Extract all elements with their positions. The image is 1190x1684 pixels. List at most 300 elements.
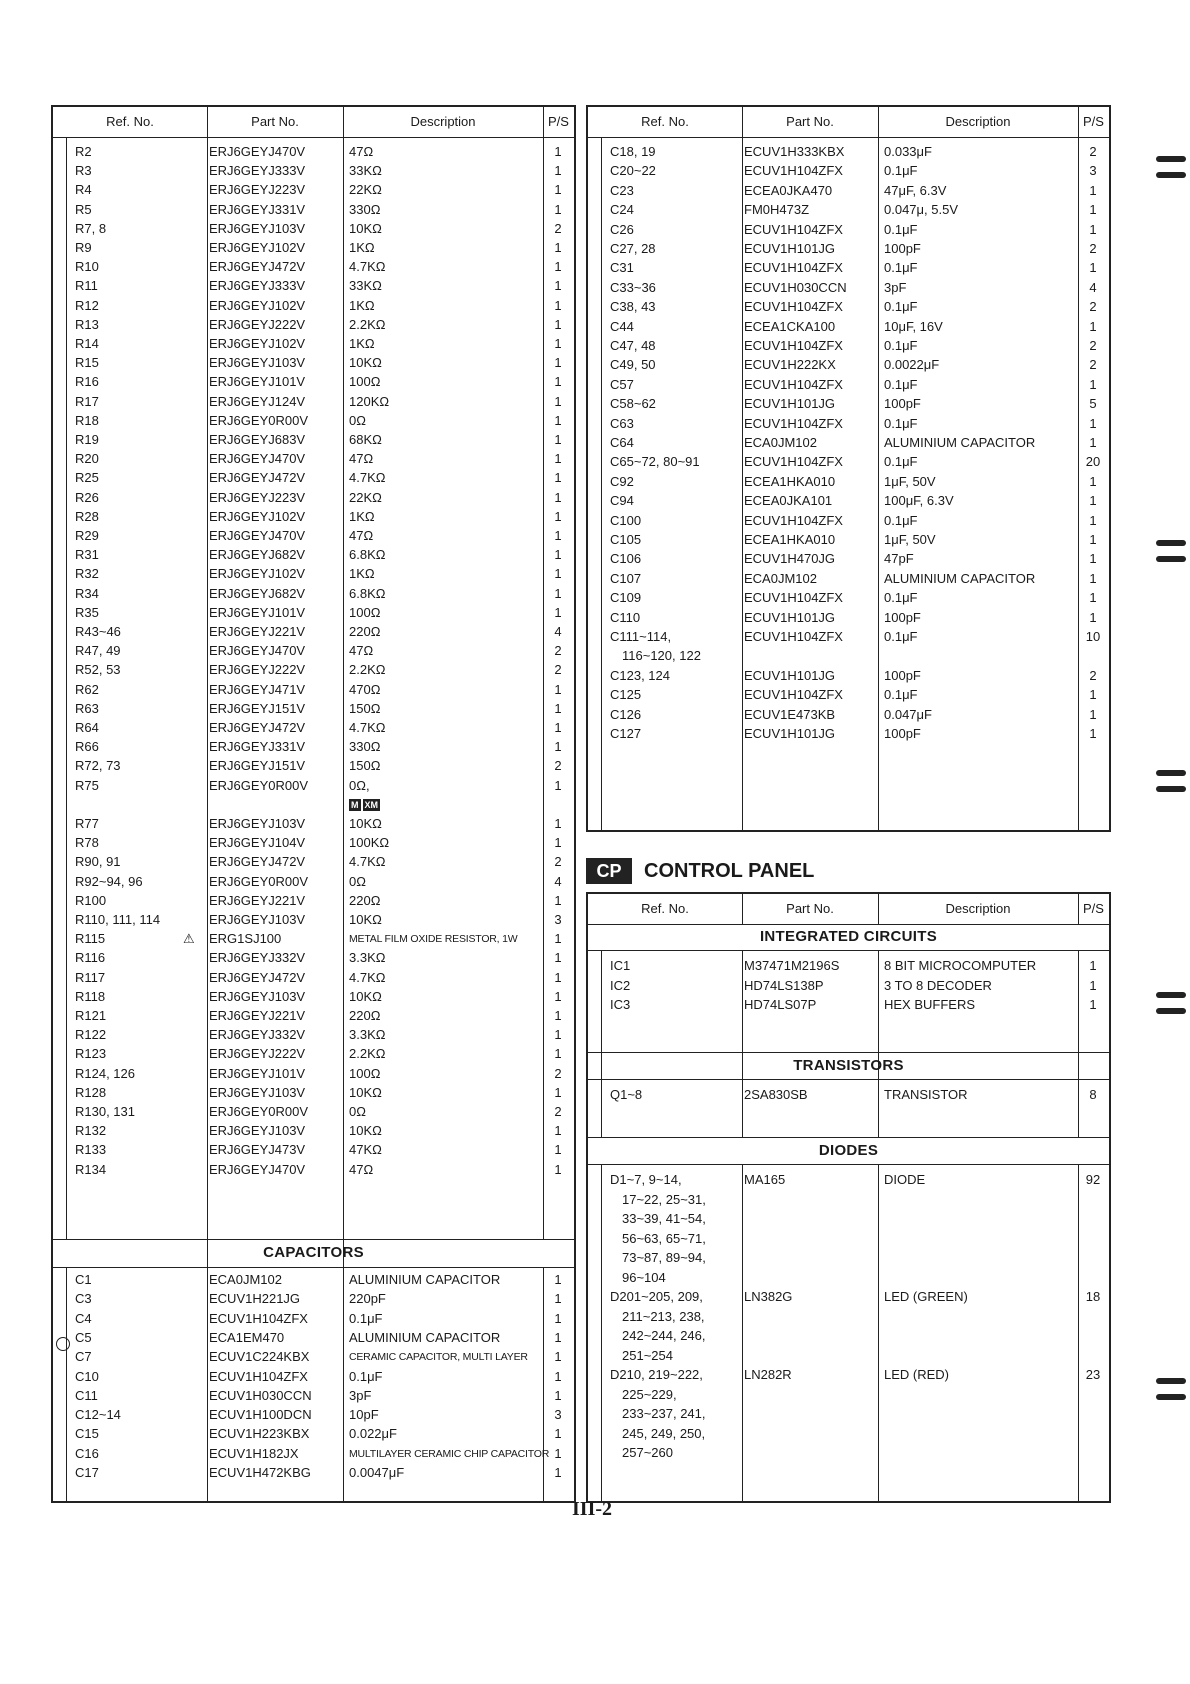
ps-cell: 1 [1089, 512, 1097, 528]
ref-cell: D210, 219~222, [610, 1367, 703, 1382]
right-parts-table [586, 105, 1111, 832]
part-cell: ECUV1H222KX [744, 357, 836, 373]
table-row [53, 1444, 574, 1464]
part-cell: ECA1EM470 [209, 1329, 285, 1345]
table-row [53, 641, 574, 661]
table-row [588, 142, 1109, 162]
part-cell: ERJ6GEYJ103V [209, 220, 306, 236]
table-row [53, 315, 574, 335]
table-row [53, 507, 574, 527]
table-row [53, 468, 574, 488]
table-row [53, 1405, 574, 1425]
ref-cell: C58~62 [610, 396, 656, 412]
part-cell: ECUV1H101JG [744, 726, 836, 741]
table-row [588, 394, 1109, 414]
ps-cell: 1 [554, 739, 562, 755]
desc-cell: 0.1μF [884, 221, 918, 237]
desc-cell: 0.022μF [349, 1426, 397, 1442]
part-cell: ERJ6GEYJ102V [209, 297, 306, 313]
registration-tab [1156, 764, 1186, 806]
part-cell: LN282R [744, 1367, 792, 1382]
table-row [588, 1209, 1109, 1229]
diode-section-title: DIODES [818, 1142, 879, 1159]
ref-cell: R16 [75, 374, 99, 390]
table-row [588, 995, 1109, 1015]
ref-cell: 56~63, 65~71, [622, 1230, 706, 1246]
ps-cell: 2 [1089, 667, 1097, 683]
desc-cell: 33KΩ [349, 278, 382, 294]
ref-cell: 242~244, 246, [622, 1328, 706, 1343]
ref-cell: R13 [75, 316, 99, 332]
part-cell: ECUV1H100DCN [209, 1407, 312, 1423]
ref-cell: C38, 43 [610, 299, 656, 315]
registration-tab [1156, 986, 1186, 1028]
table-row [588, 375, 1109, 395]
part-cell: ECEA0JKA101 [744, 493, 833, 509]
desc-cell: LED (GREEN) [884, 1289, 968, 1304]
part-cell: ERJ6GEYJ101V [209, 1065, 306, 1081]
desc-cell: 33KΩ [349, 163, 382, 179]
ps-cell: 1 [1089, 958, 1097, 973]
desc-cell: 0.033μF [884, 144, 932, 159]
desc-cell: 1KΩ [349, 336, 375, 351]
table-row [53, 852, 574, 872]
table-row [53, 238, 574, 258]
part-cell: ERJ6GEYJ103V [209, 816, 306, 831]
table-row [588, 220, 1109, 240]
part-cell: M37471M2196S [744, 958, 840, 973]
desc-cell: 4.7KΩ [349, 969, 386, 985]
table-row [588, 1385, 1109, 1405]
part-cell: ERJ6GEYJ223V [209, 489, 306, 505]
part-cell: ERJ6GEYJ470V [209, 1161, 306, 1177]
ps-cell: 2 [1089, 357, 1097, 373]
part-cell: ERJ6GEYJ101V [209, 604, 306, 620]
desc-cell: 1KΩ [349, 297, 375, 313]
table-row [588, 1268, 1109, 1288]
table-row [53, 584, 574, 604]
ps-cell: 2 [1089, 241, 1097, 256]
table-row [588, 1307, 1109, 1327]
ref-cell: R124, 126 [75, 1065, 135, 1081]
ref-cell: R90, 91 [75, 854, 121, 870]
part-cell: HD74LS138P [744, 977, 824, 993]
table-row [53, 699, 574, 719]
ref-cell: C65~72, 80~91 [610, 454, 700, 470]
ref-cell: R17 [75, 393, 99, 409]
table-row [588, 1085, 1109, 1105]
table-row [53, 1367, 574, 1387]
desc-cell: 10KΩ [349, 816, 382, 831]
desc-cell: 0.047μF [884, 706, 932, 722]
ps-cell: 1 [554, 201, 562, 217]
ref-cell: C111~114, [610, 629, 672, 644]
header-desc: Description [410, 114, 476, 129]
desc-cell: 10KΩ [349, 1123, 382, 1139]
ref-cell: C27, 28 [610, 241, 656, 256]
ps-cell: 23 [1085, 1367, 1101, 1382]
desc-cell: 0.1μF [884, 590, 918, 606]
desc-cell: ALUMINIUM CAPACITOR [884, 570, 1036, 586]
desc-cell: 10pF [349, 1407, 379, 1423]
ref-cell: R12 [75, 297, 99, 313]
ref-cell: C110 [610, 609, 641, 625]
header-ref: Ref. No. [106, 114, 154, 129]
ref-cell: R130, 131 [75, 1104, 135, 1119]
part-cell: ERJ6GEYJ682V [209, 547, 306, 563]
desc-cell: 100KΩ [349, 835, 390, 851]
desc-cell: 220Ω [349, 892, 381, 908]
part-cell: ERJ6GEYJ103V [209, 912, 306, 927]
part-cell: ERJ6GEYJ682V [209, 585, 306, 601]
table-row [53, 161, 574, 181]
desc-cell: 150Ω [349, 700, 381, 716]
ref-cell: C94 [610, 493, 634, 509]
part-cell: ECUV1H030CCN [744, 279, 847, 295]
ref-cell: 116~120, 122 [622, 648, 701, 664]
ps-cell: 1 [554, 278, 562, 294]
ps-cell: 1 [554, 528, 562, 543]
header-part: Part No. [251, 114, 299, 129]
table-row [53, 929, 574, 949]
table-row [588, 1443, 1109, 1463]
ps-cell: 20 [1085, 454, 1101, 470]
desc-cell: 10KΩ [349, 912, 382, 927]
table-row [53, 891, 574, 911]
ref-cell: R2 [75, 144, 92, 159]
part-cell: ERJ6GEYJ333V [209, 163, 306, 179]
ps-cell: 1 [554, 1272, 562, 1287]
table-row [588, 355, 1109, 375]
ps-cell: 1 [554, 489, 562, 505]
ref-cell: C12~14 [75, 1407, 121, 1423]
part-cell: ERJ6GEYJ332V [209, 950, 306, 966]
ref-cell: R18 [75, 412, 99, 428]
table-row [53, 1463, 574, 1483]
part-cell: HD74LS07P [744, 997, 817, 1012]
part-cell: ECUV1E473KB [744, 706, 836, 722]
table-row [53, 353, 574, 373]
table-row [588, 1190, 1109, 1210]
desc-cell: 47pF [884, 551, 914, 567]
table-row [53, 718, 574, 738]
desc-cell: 220Ω [349, 1008, 381, 1023]
desc-cell: 1KΩ [349, 566, 375, 582]
ref-cell: C24 [610, 202, 634, 218]
part-cell: ECUV1H101JG [744, 241, 836, 256]
desc-cell: 220pF [349, 1291, 386, 1307]
ref-cell: R35 [75, 604, 99, 620]
ps-cell: 1 [554, 604, 562, 620]
table-row [588, 976, 1109, 996]
desc-cell: 100Ω [349, 604, 381, 620]
ps-cell: 2 [554, 1104, 562, 1119]
ps-cell: 1 [554, 547, 562, 563]
part-cell: ERJ6GEYJ103V [209, 988, 306, 1004]
desc-cell: 100pF [884, 396, 921, 412]
ps-cell: 1 [1089, 376, 1097, 392]
ic-section-title: INTEGRATED CIRCUITS [759, 928, 938, 945]
part-cell: ECA0JM102 [744, 435, 817, 450]
ps-cell: 1 [554, 1084, 562, 1100]
cp-badge: CP [586, 858, 632, 884]
ps-cell: 1 [554, 1142, 562, 1158]
part-cell: ECUV1H030CCN [209, 1387, 312, 1403]
table-row [53, 814, 574, 834]
ps-cell: 1 [1089, 570, 1097, 586]
ref-cell: C92 [610, 473, 634, 489]
table-row [53, 564, 574, 584]
table-row [53, 603, 574, 623]
right-table-header [588, 107, 1109, 138]
ps-cell: 1 [554, 1387, 562, 1403]
desc-cell: 100pF [884, 609, 921, 625]
table-row [588, 549, 1109, 569]
ps-cell: 5 [1089, 396, 1097, 412]
table-row [588, 472, 1109, 492]
ref-cell: R47, 49 [75, 643, 121, 659]
ps-cell: 1 [1089, 435, 1097, 450]
ps-cell: 92 [1085, 1172, 1101, 1187]
table-row [588, 452, 1109, 472]
ref-cell: R20 [75, 451, 99, 467]
transistor-section-title: TRANSISTORS [793, 1057, 904, 1074]
part-cell: ERJ6GEYJ103V [209, 1084, 306, 1100]
table-row [53, 1160, 574, 1180]
table-row [53, 1309, 574, 1329]
ref-cell: C109 [610, 590, 642, 606]
ref-cell: R128 [75, 1084, 107, 1100]
ps-cell: 1 [554, 988, 562, 1004]
table-row [588, 1404, 1109, 1424]
part-cell: ERJ6GEY0R00V [209, 412, 308, 428]
ps-cell: 1 [1089, 182, 1097, 198]
ps-cell: 2 [554, 662, 562, 678]
ps-cell: 1 [1089, 609, 1097, 625]
table-row [53, 1140, 574, 1160]
desc-cell: 47μF, 6.3V [884, 182, 947, 198]
table-row [53, 372, 574, 392]
desc-cell: 0.0047μF [349, 1465, 405, 1480]
ps-cell: 1 [554, 700, 562, 716]
desc-cell: 330Ω [349, 739, 381, 755]
part-cell: ERJ6GEYJ472V [209, 969, 306, 985]
ref-cell: IC3 [610, 997, 631, 1012]
desc-cell: 3pF [349, 1387, 372, 1403]
part-cell: ERJ6GEYJ124V [209, 393, 306, 409]
ref-cell: C63 [610, 415, 634, 431]
desc-cell: 47KΩ [349, 1142, 382, 1158]
ref-cell: C47, 48 [610, 338, 656, 353]
table-row [588, 297, 1109, 317]
ref-cell: R123 [75, 1046, 107, 1062]
desc-cell: 4.7KΩ [349, 470, 386, 486]
ref-cell: C15 [75, 1426, 99, 1442]
ps-cell: 1 [554, 336, 562, 351]
part-cell: ERG1SJ100 [209, 931, 282, 947]
ref-cell: C106 [610, 551, 642, 567]
ref-cell: 211~213, 238, [622, 1308, 705, 1324]
ref-cell: R31 [75, 547, 99, 563]
part-cell: ERJ6GEYJ222V [209, 316, 306, 332]
ref-cell: C107 [610, 570, 642, 586]
table-row [588, 956, 1109, 976]
ps-cell: 1 [1089, 551, 1097, 567]
ps-cell: 1 [554, 508, 562, 524]
ps-cell: 2 [1089, 338, 1097, 353]
table-row [53, 968, 574, 988]
ref-cell: R133 [75, 1142, 107, 1158]
part-cell: ERJ6GEYJ470V [209, 144, 306, 159]
table-row [53, 430, 574, 450]
part-cell: ERJ6GEYJ470V [209, 643, 306, 659]
registration-tab [1156, 534, 1186, 576]
ref-cell: R5 [75, 201, 92, 217]
ps-cell: 1 [1089, 687, 1097, 703]
part-cell: ERJ6GEYJ470V [209, 528, 306, 543]
table-row [588, 1229, 1109, 1249]
ref-cell: R32 [75, 566, 99, 582]
table-row [588, 530, 1109, 550]
ps-cell: 1 [1089, 260, 1097, 276]
ps-cell: 18 [1085, 1289, 1101, 1304]
part-cell: ERJ6GEYJ102V [209, 336, 306, 351]
part-cell: ERJ6GEYJ331V [209, 739, 306, 755]
desc-cell: 0.1μF [884, 260, 918, 276]
ps-cell: 1 [554, 1161, 562, 1177]
table-row [53, 392, 574, 412]
desc-cell: 4.7KΩ [349, 854, 386, 870]
ref-cell: R115 [75, 931, 106, 947]
ref-cell: C1 [75, 1272, 92, 1287]
model-mark-badge: M [351, 800, 359, 811]
page-number: III-2 [572, 1498, 613, 1520]
part-cell: ECUV1H101JG [744, 396, 836, 412]
part-cell: ERJ6GEYJ221V [209, 1008, 306, 1023]
table-row [588, 1365, 1109, 1385]
desc-cell: 2.2KΩ [349, 662, 386, 678]
ps-cell: 1 [1089, 221, 1097, 237]
table-row [588, 161, 1109, 181]
table-row [588, 433, 1109, 453]
ps-cell: 2 [1089, 144, 1097, 159]
table-row [53, 948, 574, 968]
part-cell: ECUV1H104ZFX [744, 590, 843, 606]
ps-cell: 2 [554, 1065, 562, 1081]
part-cell: FM0H473Z [744, 202, 810, 218]
part-cell: ECUV1H104ZFX [744, 338, 843, 353]
part-cell: ECUV1H470JG [744, 551, 836, 567]
desc-cell: ALUMINIUM CAPACITOR [884, 435, 1036, 450]
desc-cell: 47Ω [349, 643, 374, 659]
desc-cell: 1μF, 50V [884, 473, 936, 489]
ref-cell: R15 [75, 355, 99, 371]
ref-cell: R52, 53 [75, 662, 121, 678]
desc-cell: 8 BIT MICROCOMPUTER [884, 958, 1037, 973]
table-row [588, 278, 1109, 298]
part-cell: ERJ6GEYJ471V [209, 681, 306, 697]
desc-cell: LED (RED) [884, 1367, 950, 1382]
desc-cell: 0Ω, [349, 777, 370, 793]
part-cell: ERJ6GEYJ472V [209, 259, 306, 275]
part-cell: ECEA1HKA010 [744, 473, 836, 489]
desc-cell: 0.1μF [349, 1310, 383, 1326]
part-cell: ECUV1H104ZFX [744, 687, 843, 703]
desc-cell: 0.1μF [884, 629, 918, 644]
ref-cell: 245, 249, 250, [622, 1425, 706, 1441]
part-cell: ECUV1H221JG [209, 1291, 301, 1307]
table-row [53, 1289, 574, 1309]
part-cell: ECUV1H104ZFX [744, 376, 843, 392]
table-row [53, 1044, 574, 1064]
ref-cell: R100 [75, 892, 107, 908]
ref-cell: 73~87, 89~94, [622, 1250, 706, 1265]
ref-cell: R92~94, 96 [75, 873, 143, 889]
table-row [53, 526, 574, 546]
table-row [53, 180, 574, 200]
desc-cell: 22KΩ [349, 182, 382, 198]
warning-icon: ⚠ [183, 931, 195, 947]
ref-cell: R28 [75, 508, 99, 524]
ref-cell: C26 [610, 221, 634, 237]
table-row [53, 219, 574, 239]
table-row [53, 1347, 574, 1367]
desc-cell: 3.3KΩ [349, 950, 386, 966]
ref-cell: R118 [75, 988, 106, 1004]
ps-cell: 1 [1089, 415, 1097, 431]
ref-cell: R9 [75, 240, 92, 255]
ps-cell: 1 [1089, 977, 1097, 993]
desc-cell: 0.1μF [884, 338, 918, 353]
part-cell: ERJ6GEYJ472V [209, 854, 306, 870]
table-row [53, 756, 574, 776]
ref-cell: C57 [610, 376, 634, 392]
table-row [588, 569, 1109, 589]
safety-circle-mark [56, 1337, 70, 1351]
table-row [53, 545, 574, 565]
ps-cell: 1 [554, 393, 562, 409]
control-panel-table [586, 892, 1111, 1503]
ps-cell: 1 [554, 835, 562, 851]
ref-cell: R14 [75, 336, 99, 351]
table-row [588, 1424, 1109, 1444]
ref-cell: C23 [610, 182, 634, 198]
ref-cell: R62 [75, 681, 99, 697]
ref-cell: IC2 [610, 977, 631, 993]
desc-cell: 3.3KΩ [349, 1027, 386, 1043]
desc-cell: HEX BUFFERS [884, 997, 976, 1012]
ref-cell: C100 [610, 512, 642, 528]
desc-cell: 10μF, 16V [884, 318, 943, 334]
desc-cell: 0.1μF [884, 687, 918, 703]
table-row [588, 588, 1109, 608]
table-row [53, 872, 574, 892]
table-row [588, 336, 1109, 356]
part-cell: ERJ6GEYJ472V [209, 470, 306, 486]
part-cell: ERJ6GEYJ151V [209, 700, 306, 716]
ref-cell: 257~260 [622, 1445, 673, 1460]
part-cell: ECA0JM102 [209, 1272, 282, 1287]
ref-cell: C5 [75, 1329, 92, 1345]
ref-cell: C31 [610, 260, 634, 276]
ref-cell: C64 [610, 435, 634, 450]
table-row [53, 737, 574, 757]
part-cell: ERJ6GEYJ332V [209, 1027, 306, 1043]
table-row [588, 724, 1109, 744]
ps-cell: 2 [554, 854, 562, 870]
desc-cell: 10KΩ [349, 220, 382, 236]
part-cell: ERJ6GEYJ221V [209, 892, 306, 908]
